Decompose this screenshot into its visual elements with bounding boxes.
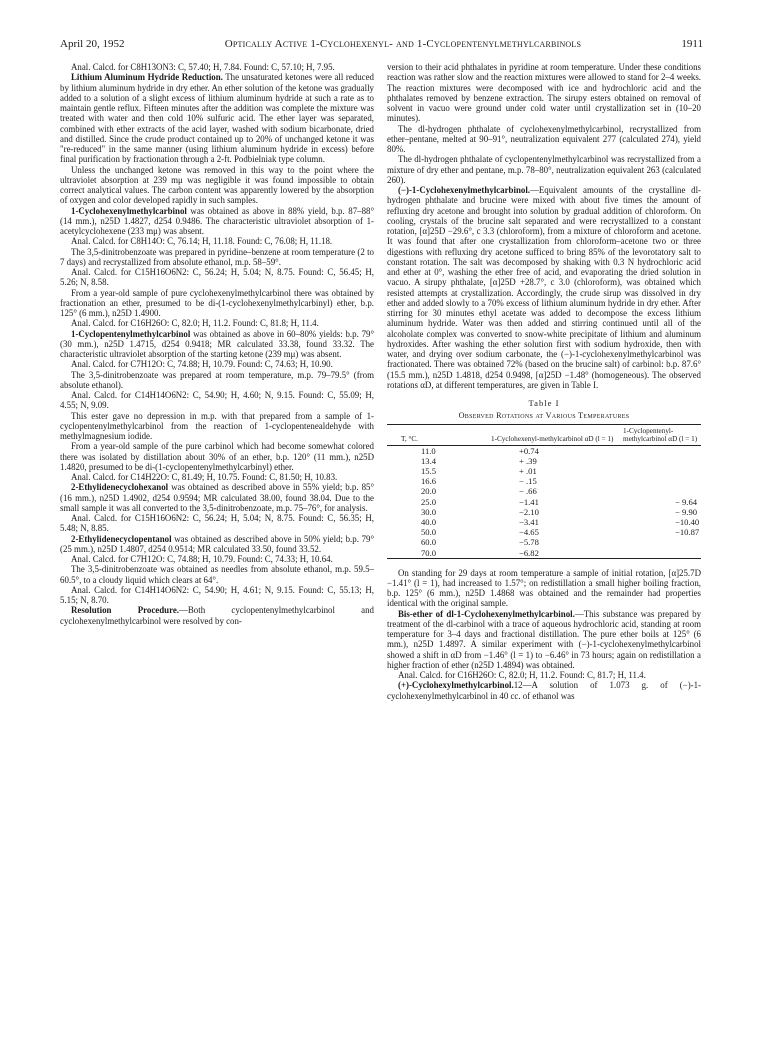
paragraph [60,441,374,472]
paragraph [60,72,374,164]
header-title: Optically Active 1-Cyclohexenyl- and 1-Cyclopentenylmethylcarbinols [224,38,582,50]
paragraph-text: The unsaturated ketones were all reduced by lithium aluminum hydride in dry ether. An ether solution of the ketone was gradually added to a solution of a slight excess of lithium aluminum hydride at such a rate as to maintain gentle reflux. Fifteen minutes after the addition was complete the mixture was treated with water and then cold 10% sulfuric acid. The ether layer was separated, combined with ether extracts of the acid layer, washed with sodium bicarbonate, dried and distilled. Since the crude product contained up to 20% of unchanged ketone it was "re-reduced" in the same manner (using lithium aluminum hydride in excess) before final purification by fractionation through a 2-ft. Podbielniak type column. [60,72,374,165]
paragraph-text: 12—A solution of 1.073 g. of (−)-1-cyclohexenylmethylcarbinol in 40 cc. of ethanol was [387,680,701,701]
paragraph-text: The 3,5-dinitrobenzoate was obtained as needles from absolute ethanol, m.p. 59.5–60.5°, to a cloudy liquid which clears at 64°. [60,564,374,585]
cell-cyclopentenyl-rotation [623,548,701,559]
cell-temperature: 60.0 [421,537,437,548]
paragraph [60,62,374,72]
paragraph [387,154,701,185]
right-column-bottom [387,568,701,701]
paragraph [60,534,374,555]
cell-cyclohexenyl-rotation: −6.82 [519,547,539,558]
paragraph [387,680,701,701]
paragraph [60,564,374,585]
paragraph-text: was obtained as described above in 55% yield; b.p. 85° (16 mm.), n25D 1.4902, d254 0.9594; MR calculated 38.00, found 38.04. Due to the small sample it was all converted to the 3,5-dinitrobenzoate, m.p. 75–76°, for analysis. [60,482,374,513]
table-row [387,548,701,559]
paragraph [60,585,374,606]
paragraph-heading: Bis-ether of dl-1-Cyclohexenylmethylcarbinol. [398,608,575,619]
paragraph-text: Anal. Calcd. for C14H22O: C, 81.49; H, 10.75. Found: C, 81.50; H, 10.83. [71,472,338,482]
paragraph [60,318,374,328]
paragraph-text: Anal. Calcd. for C14H14O6N2: C, 54.90; H, 4.61; N, 9.15. Found: C, 55.13; H, 5.15; N, 8.70. [60,584,374,605]
cell-temperature: 25.0 [421,496,437,507]
paragraph-heading: 1-Cyclohexenylmethylcarbinol [71,205,187,216]
cell-temperature: 15.5 [421,465,437,476]
paragraph-text: was obtained as described above in 50% yield; b.p. 79° (25 mm.), n25D 1.4807, d254 0.9514; MR calculated 33.50, found 33.52. [60,533,374,554]
paragraph [60,329,374,360]
cell-cyclopentenyl-rotation [623,476,701,486]
cell-cyclohexenyl-rotation: −4.65 [519,527,539,538]
paragraph [60,554,374,564]
paragraph-heading: Resolution Procedure. [71,605,180,616]
paragraph [387,670,701,680]
paragraph-heading: Lithium Aluminum Hydride Reduction. [71,72,223,83]
paragraph [60,370,374,391]
paragraph-text: Anal. Calcd. for C15H16O6N2: C, 56.24; H, 5.04; N, 8.75. Found: C, 56.45; H, 5.26; N, 8.58. [60,267,374,288]
paragraph-text: —Equivalent amounts of the crystalline dl-hydrogen phthalate and brucine were mixed with about five times the amount of refluxing dry acetone and brought into solution by gradual addition of chloroform. On cooling, crystals of the brucine salt separated and were recrystallized to a constant rotation, [α]25D −29.6°, c 3.3 (chloroform), from a mixture of chloroform and acetone. It was found that after one crystallization from chloroform–acetone two or three digestions with refluxing dry acetone sufficed to bring 85% of the levorotatory salt to constant rotation. The salt was decomposed by shaking with 0.3 N hydrochloric acid and ether at 0°, washing the ether free of acid, and evaporating the dried solution in vacuo. A sirupy phthalate, [α]25D +28.7°, c 3.0 (chloroform), was obtained which resisted attempts at crystallization. Accordingly, the crude sirup was dissolved in dry ether and added slowly to a 70% excess of lithium aluminum hydride in dry ether. After stirring for 30 minutes ethyl acetate was added to decompose the excess lithium aluminum hydride. Water was then added and stirring continued until all of the alcoholate complex was converted to snow-white precipitate of lithium and aluminum hydroxides. After washing the ether solution first with sodium hydroxide, then with water, and drying over sodium carbonate, the (−)-1-cyclohexenylmethylcarbinol was fractionated. There was obtained 72% (based on the brucine salt) of carbinol: b.p. 87.6° (15.5 mm.), n25D 1.4818, d254 0.9498, [α]25D −1.48° (homogeneous). The observed rotations αD, at different temperatures, are given in Table I. [387,185,701,390]
cell-cyclohexenyl-rotation: + .39 [519,455,537,466]
paragraph-heading: 2-Ethylidenecyclopentanol [71,533,172,544]
right-column-top [387,62,701,390]
paragraph [60,267,374,288]
paragraph-text: The 3,5-dinitrobenzoate was prepared at room temperature, m.p. 79–79.5° (from absolute ethanol). [60,369,374,390]
cell-cyclopentenyl-rotation [623,537,701,547]
paragraph-text: Anal. Calcd. for C15H16O6N2: C, 56.24; H, 5.04; N, 8.75. Found: C, 56.35; H, 5.48; N, 8.85. [60,513,374,534]
cell-temperature: 30.0 [421,506,437,517]
cell-cyclopentenyl-rotation: −10.40 [675,516,700,527]
cell-cyclohexenyl-rotation: −1.41 [519,496,539,507]
paragraph [387,124,701,155]
paragraph-text: From a year-old sample of pure cyclohexenylmethylcarbinol there was obtained by fractionation an ether, presumed to be di-(1-cyclohexenylmethylcarbinyl) ether, b.p. 125° (6 mm.), n25D 1.4900. [60,287,374,318]
paragraph-text: —This substance was prepared by treatment of the dl-carbinol with a trace of aqueous hydrochloric acid, standing at room temperature for 3–4 days and fractional distillation. The pure ether boils at 125° (6 mm.), n25D 1.4897. A similar experiment with (−)-1-cyclohexenylmethylcarbinol showed a shift in αD from −1.46° (l = 1) to −6.46° in 73 hours; again on redistillation a higher fraction of ether (n25D 1.4894) was obtained. [387,608,702,670]
paragraph-text: Anal. Calcd. for C8H13ON3: C, 57.40; H, 7.84. Found: C, 57.10; H, 7.95. [71,62,335,72]
table-title: Table I [528,398,560,408]
paragraph [60,472,374,482]
cell-cyclohexenyl-rotation: −2.10 [519,506,539,517]
header-date: April 20, 1952 [60,38,125,50]
paragraph-text: The dl-hydrogen phthalate of cyclopentenylmethylcarbinol was recrystallized from a mixture of dry ether and pentane, m.p. 78–80°, neutralization equivalent 263 (calculated 260). [387,154,701,185]
paragraph [60,482,374,513]
cell-cyclopentenyl-rotation [623,456,701,466]
cell-temperature: 13.4 [421,455,437,466]
table-row [387,517,701,527]
paragraph [387,62,701,124]
cell-cyclohexenyl-rotation: + .01 [519,465,537,476]
cell-cyclohexenyl-rotation: −5.78 [519,537,539,548]
paragraph [60,288,374,319]
cell-temperature: 16.6 [421,476,437,487]
cell-temperature: 40.0 [421,516,437,527]
paragraph-text: The 3,5-dinitrobenzoate was prepared in pyridine–benzene at room temperature (2 to 7 days) and recrystallized from absolute ethanol, m.p. 58–59°. [60,246,374,267]
paragraph [60,513,374,534]
cell-cyclopentenyl-rotation: − 9.64 [675,496,698,507]
paragraph-text: Anal. Calcd. for C14H14O6N2: C, 54.90; H, 4.60; N, 9.15. Found: C, 55.09; H, 4.55; N, 9.09. [60,390,374,411]
paragraph [60,605,374,626]
paragraph-text: Anal. Calcd. for C8H14O: C, 76.14; H, 11.18. Found: C, 76.08; H, 11.18. [71,236,333,247]
table-row [387,537,701,547]
paragraph-text: Unless the unchanged ketone was removed in this way to the point where the ultraviolet absorption at 239 mμ was negligible it was found impossible to obtain correct analytical values. The carbon content was apparently lowered by the absorption of oxygen and color developed rapidly in such samples. [60,164,374,206]
table-row [387,445,701,456]
paragraph [387,609,701,671]
cell-cyclopentenyl-rotation [623,486,701,496]
table-row [387,476,701,486]
cell-cyclohexenyl-rotation: +0.74 [519,445,539,456]
table-row [387,507,701,517]
paragraph-text: was obtained as above in 88% yield, b.p. 87–88° (14 mm.), n25D 1.4827, d254 0.9486. The characteristic ultraviolet absorption of 1-acetylcyclohexene (233 mμ) was absent. [60,205,374,236]
paragraph [60,236,374,246]
table-row [387,527,701,537]
left-column [60,62,374,626]
table-row [387,456,701,466]
paragraph [60,390,374,411]
paragraph-text: Anal. Calcd. for C7H12O: C, 74.88; H, 10.79. Found: C, 74.33; H, 10.64. [71,554,333,564]
paragraph-heading: 1-Cyclopentenylmethylcarbinol [71,328,191,339]
paragraph-heading: (−)-1-Cyclohexenylmethylcarbinol. [398,185,530,195]
right-column [387,62,701,701]
cell-cyclohexenyl-rotation: −3.41 [519,516,539,527]
cell-cyclopentenyl-rotation: −10.87 [675,527,700,538]
header-page-number: 1911 [681,38,703,50]
cell-cyclopentenyl-rotation: − 9.90 [675,506,698,517]
paragraph-heading: 2-Ethylidenecyclohexanol [71,482,169,493]
cell-cyclohexenyl-rotation: − .66 [519,486,537,497]
rotation-table [387,424,701,559]
paragraph-text: On standing for 29 days at room temperature a sample of initial rotation, [α]25.7D −1.41° (l = 1), had increased to 1.57°; on redistillation a small higher boiling fraction, b.p. 125° (6 mm.), n25D 1.4868 was obtained and the remainder had properties identical with the original sample. [387,567,701,609]
table-row [387,466,701,476]
paragraph [387,568,701,609]
cell-temperature: 50.0 [421,527,437,538]
cell-temperature: 70.0 [421,547,437,558]
table-header-temperature: T, °C. [401,434,418,443]
paragraph [60,411,374,442]
table-header-row [387,424,701,445]
table-header-cyclohexenyl: 1-Cyclohexenyl-methylcarbinol αD (l = 1) [491,434,614,443]
paragraph-text: Anal. Calcd. for C7H12O: C, 74.88; H, 10.79. Found: C, 74.63; H, 10.90. [71,359,333,370]
paragraph-text: This ester gave no depression in m.p. with that prepared from a sample of 1-cyclopentenylmethylcarbinol from the reaction of 1-cyclopentenealdehyde with methylmagnesium iodide. [60,410,374,441]
paragraph [60,206,374,237]
cell-cyclohexenyl-rotation: − .15 [519,476,537,487]
paragraph-text: —Both cyclopentenylmethylcarbinol and cyclohexenylmethylcarbinol were resolved by con- [60,605,374,626]
paragraph [387,185,701,390]
paragraph-text: From a year-old sample of the pure carbinol which had become somewhat colored there was isolated by distillation about 30% of an ether, b.p. 120° (11 mm.), n25D 1.4820, presumed to be di-(1-cyclopentenylmethylcarbinyl) ether. [60,441,374,472]
table-row [387,486,701,496]
paragraph [60,359,374,369]
cell-temperature: 20.0 [421,486,437,497]
table-body [387,445,701,558]
paragraph-text: Anal. Calcd. for C16H26O: C, 82.0; H, 11.2. Found: C, 81.8; H, 11.4. [71,318,319,329]
table-row [387,497,701,507]
running-header [60,38,703,54]
paragraph-text: version to their acid phthalates in pyridine at room temperature. Under these conditions reaction was rather slow and the reaction mixtures were allowed to stand for 2–4 weeks. The reaction mixtures were decomposed with ice and hydrochloric acid and the phthalates removed by benzene extraction. The sirupy esters obtained on removal of solvent in vacuo were ground under cold water until crystallization set in (10–20 minutes). [387,62,701,124]
table-subtitle: Observed Rotations at Various Temperatures [458,411,630,421]
paragraph-heading: (+)-Cyclohexylmethylcarbinol. [398,680,514,691]
paragraph-text: The dl-hydrogen phthalate of cyclohexenylmethylcarbinol, recrystallized from ether–pentane, melted at 90–91°, neutralization equivalent 277 (calculated 274), yield 80%. [387,123,701,154]
paragraph [60,165,374,206]
cell-temperature: 11.0 [421,445,436,456]
cell-cyclopentenyl-rotation [623,466,701,476]
paragraph [60,247,374,268]
table-header-cyclopentenyl: 1-Cyclopentenyl-methylcarbinol αD (l = 1) [623,426,698,443]
paragraph-text: Anal. Calcd. for C16H26O: C, 82.0; H, 11.2. Found: C, 81.7; H, 11.4. [398,670,646,681]
cell-cyclopentenyl-rotation [623,445,701,456]
paragraph-text: was obtained as above in 60–80% yields: b.p. 79° (30 mm.), n25D 1.4715, d254 0.9418; MR calculated 33.38, found 33.32. The characteristic ultraviolet absorption of the starting ketone (239 mμ) was absent. [60,328,374,359]
